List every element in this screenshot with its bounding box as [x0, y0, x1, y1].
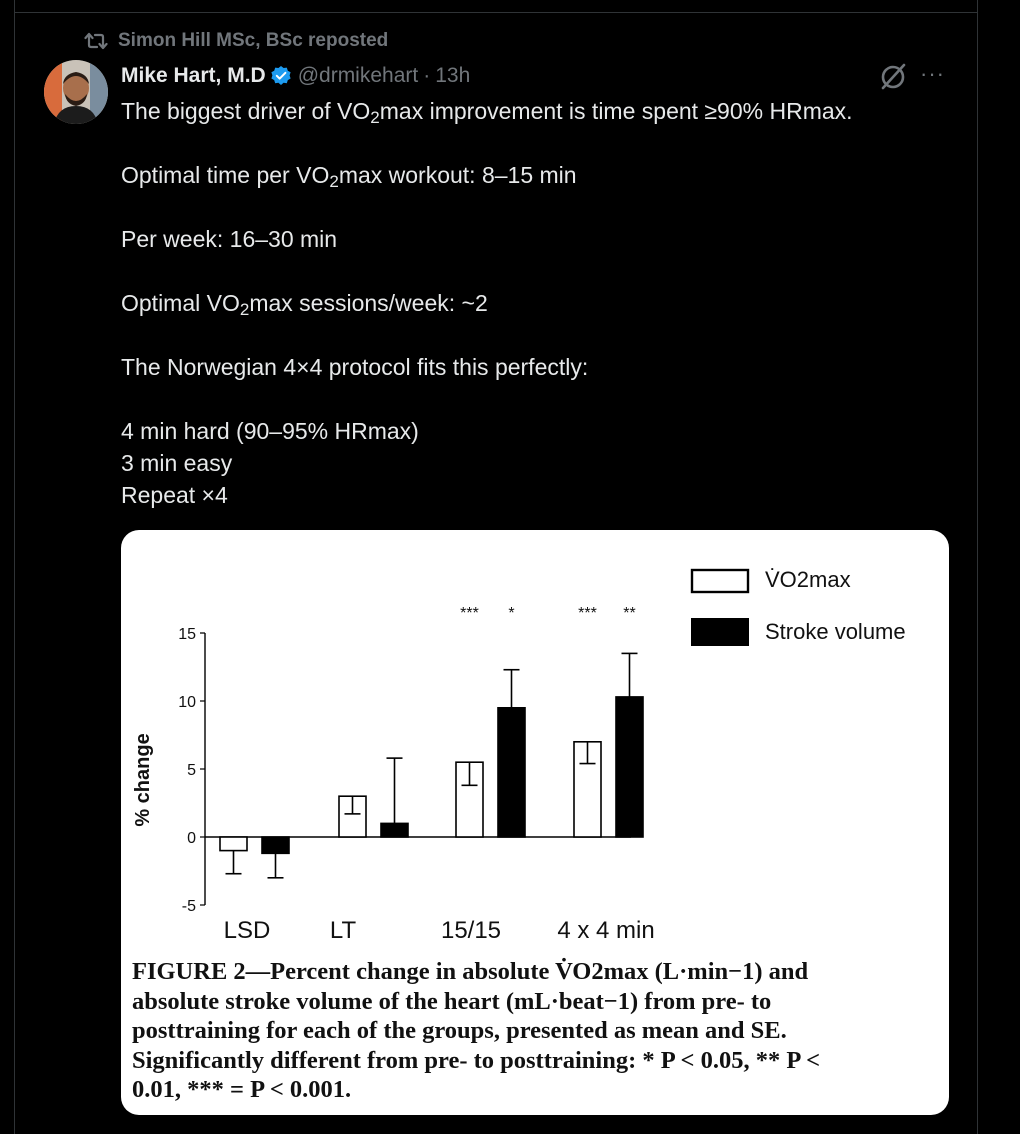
- timestamp[interactable]: 13h: [435, 64, 471, 87]
- repost-icon: [84, 30, 108, 52]
- repost-label: Simon Hill MSc, BSc reposted: [118, 30, 389, 51]
- x-tick-label: LT: [329, 917, 357, 944]
- figure-caption: [132, 957, 932, 1105]
- significance-marker: ***: [460, 605, 479, 622]
- tweet-text-line: 3 min easy: [121, 450, 233, 476]
- legend-swatch-vo2max: [692, 570, 748, 592]
- caption-line: Significantly different from pre- to posttraining: * P < 0.05, ** P <: [132, 1046, 821, 1074]
- attached-image[interactable]: [121, 530, 949, 1115]
- caption-line: posttraining for each of the groups, presented as mean and SE.: [132, 1017, 787, 1044]
- author-name[interactable]: Mike Hart, M.D: [121, 64, 266, 87]
- x-tick-label: 4 x 4 min: [557, 917, 655, 944]
- tweet-text-line: 4 min hard (90–95% HRmax): [121, 418, 419, 444]
- y-tick-label: 15: [178, 626, 196, 643]
- legend-label: Stroke volume: [765, 619, 906, 644]
- y-tick-label: -5: [181, 898, 196, 915]
- x-tick-label: LSD: [223, 917, 271, 944]
- bar: [220, 837, 247, 851]
- y-axis-label: % change: [132, 733, 154, 827]
- bar: [616, 697, 643, 837]
- caption-line: FIGURE 2—Percent change in absolute V̇O2max (L·min−1) and: [132, 958, 809, 985]
- significance-marker: ***: [578, 605, 597, 622]
- x-tick-label: 15/15: [440, 917, 502, 944]
- tweet-text-line: Optimal time per $VO_2\max$ workout: 8–15 min: [121, 162, 577, 191]
- caption-line: 0.01, *** = P < 0.001.: [132, 1076, 352, 1103]
- tweet-text-line: The biggest driver of $VO_2\max$ improvement is time spent ≥90% HRmax.: [121, 98, 853, 127]
- y-tick-label: 10: [178, 694, 196, 711]
- avatar[interactable]: [44, 60, 108, 124]
- significance-marker: *: [508, 605, 515, 622]
- bar: [262, 837, 289, 853]
- verified-badge-icon: [270, 65, 292, 87]
- y-tick-label: 0: [187, 830, 196, 847]
- more-icon[interactable]: ···: [920, 61, 945, 86]
- separator: ·: [423, 64, 431, 87]
- author-handle[interactable]: @drmikehart: [297, 64, 419, 87]
- bar-chart: [121, 530, 949, 955]
- y-tick-label: 5: [187, 762, 196, 779]
- legend-label: V̇O2max: [765, 567, 851, 592]
- tweet-text-line: The Norwegian 4×4 protocol fits this perfectly:: [121, 354, 589, 380]
- legend-swatch-stroke-volume: [692, 619, 748, 645]
- tweet-text-line: Repeat ×4: [121, 482, 228, 508]
- divider: [14, 12, 977, 13]
- tweet-text-line: Per week: 16–30 min: [121, 226, 338, 252]
- bar: [498, 708, 525, 837]
- repost-indicator[interactable]: [84, 28, 388, 54]
- tweet-header: [121, 60, 470, 92]
- significance-marker: **: [623, 605, 636, 622]
- tweet-text-line: Optimal $VO_2\max$ sessions/week: ~2: [121, 290, 488, 319]
- bar: [381, 823, 408, 837]
- grok-icon[interactable]: [878, 62, 908, 92]
- caption-line: absolute stroke volume of the heart (mL·beat−1) from pre- to: [132, 987, 772, 1015]
